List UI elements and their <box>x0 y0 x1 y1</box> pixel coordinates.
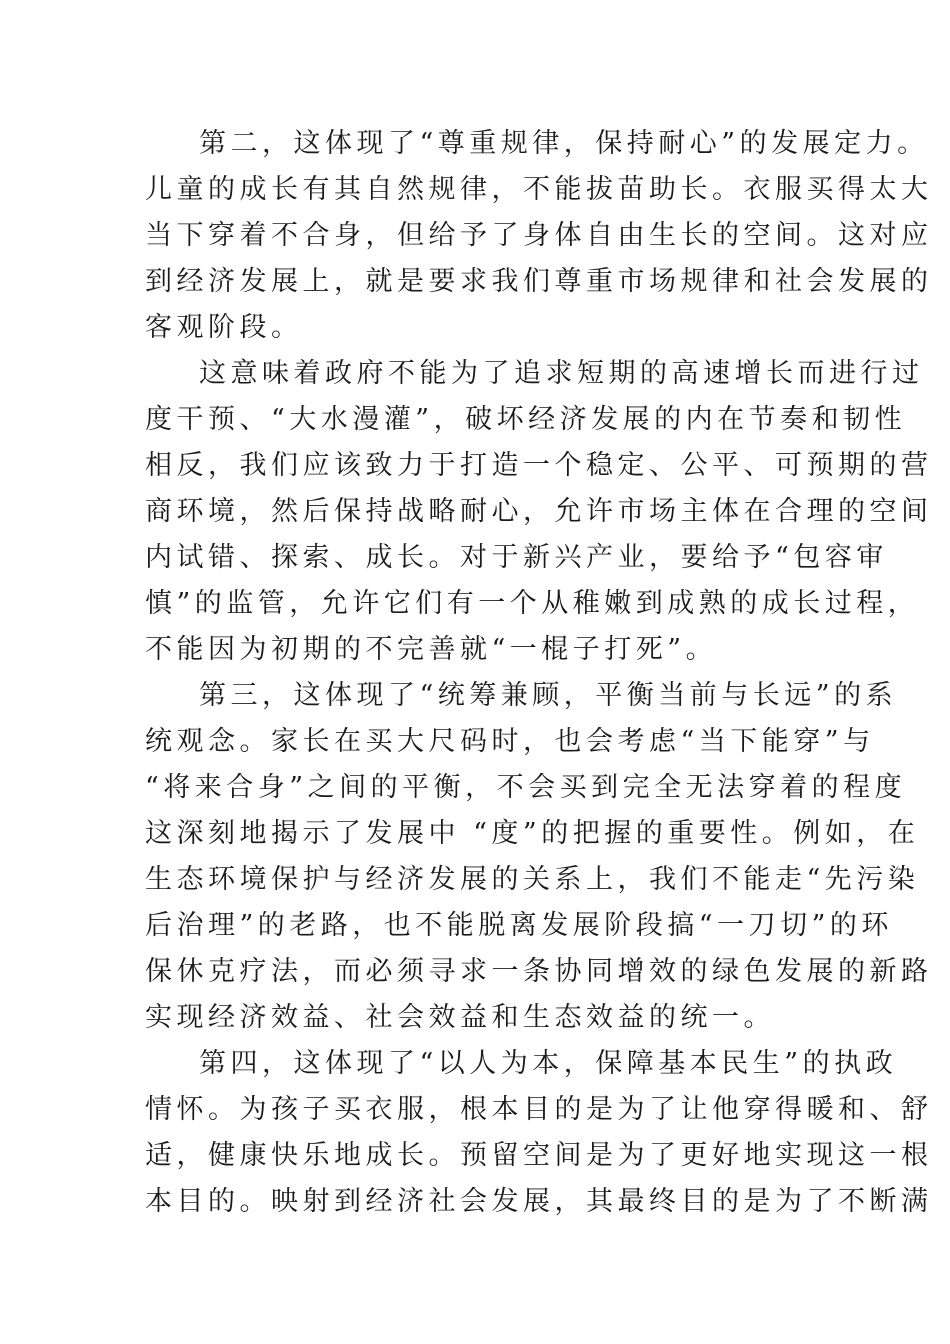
paragraph-3-line-1: 这意味着政府不能为了追求短期的高速增长而进行过 <box>199 358 924 389</box>
paragraph-4-line-7: 保休克疗法，而必须寻求一条协同增效的绿色发展的新路 <box>145 956 933 987</box>
paragraph-4-line-1: 第三，这体现了“统筹兼顾，平衡当前与长远”的系 <box>199 680 898 711</box>
paragraph-5-line-4: 本目的。映射到经济社会发展，其最终目的是为了不断满 <box>145 1186 933 1217</box>
paragraph-3-line-7: 不能因为初期的不完善就“一棍子打死”。 <box>145 634 718 665</box>
paragraph-3-line-5: 内试错、探索、成长。对于新兴产业，要给予“包容审 <box>145 542 888 573</box>
paragraph-3-line-2: 度干预、“大水漫灌”，破坏经济发展的内在节奏和韧性 <box>145 404 907 435</box>
paragraph-2-line-3: 当下穿着不合身，但给予了身体自由生长的空间。这对应 <box>145 220 933 251</box>
paragraph-5-line-3: 适，健康快乐地成长。预留空间是为了更好地实现这一根 <box>145 1140 933 1171</box>
paragraph-2-line-5: 客观阶段。 <box>145 312 303 343</box>
paragraph-4-line-4: 这深刻地揭示了发展中 “度”的把握的重要性。例如，在 <box>145 818 920 849</box>
paragraph-3-line-4: 商环境，然后保持战略耐心，允许市场主体在合理的空间 <box>145 496 933 527</box>
paragraph-4-line-6: 后治理”的老路，也不能脱离发展阶段搞“一刀切”的环 <box>145 910 893 941</box>
paragraph-4-line-2: 统观念。家长在买大尺码时，也会考虑“当下能穿”与 <box>145 726 875 757</box>
paragraph-4-line-3: “将来合身”之间的平衡，不会买到完全无法穿着的程度 <box>145 772 907 803</box>
paragraph-5-line-1: 第四，这体现了“以人为本，保障基本民生”的执政 <box>199 1048 898 1079</box>
paragraph-5-line-2: 情怀。为孩子买衣服，根本目的是为了让他穿得暖和、舒 <box>145 1094 933 1125</box>
paragraph-4-line-8: 实现经济效益、社会效益和生态效益的统一。 <box>145 1002 775 1033</box>
paragraph-3-line-3: 相反，我们应该致力于打造一个稳定、公平、可预期的营 <box>145 450 933 481</box>
paragraph-3-line-6: 慎”的监管，允许它们有一个从稚嫩到成熟的成长过程， <box>145 588 920 619</box>
paragraph-2-line-4: 到经济发展上，就是要求我们尊重市场规律和社会发展的 <box>145 266 933 297</box>
paragraph-4-line-5: 生态环境保护与经济发展的关系上，我们不能走“先污染 <box>145 864 920 895</box>
paragraph-2-line-2: 儿童的成长有其自然规律，不能拔苗助长。衣服买得太大 <box>145 174 933 205</box>
paragraph-2-line-1: 第二，这体现了“尊重规律，保持耐心”的发展定力。 <box>199 128 929 159</box>
